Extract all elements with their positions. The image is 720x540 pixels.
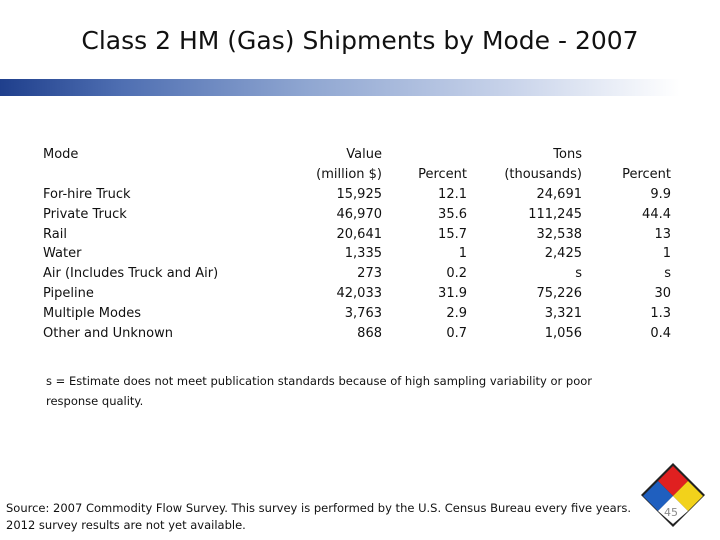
row-tons-percent: 44.4 <box>642 207 671 222</box>
row-value-percent: 12.1 <box>438 187 467 202</box>
row-mode: Multiple Modes <box>43 306 141 321</box>
row-value: 42,033 <box>336 286 382 301</box>
row-tons: s <box>575 266 582 281</box>
row-mode: Private Truck <box>43 207 127 222</box>
row-tons-percent: 1 <box>662 246 671 261</box>
page-number: 45 <box>664 506 678 519</box>
source-line-1: Source: 2007 Commodity Flow Survey. This survey is performed by the U.S. Census Bureau every five years. <box>6 501 632 515</box>
source-line-2: 2012 survey results are not yet available. <box>6 518 246 532</box>
row-value: 15,925 <box>336 187 382 202</box>
row-tons: 111,245 <box>528 207 582 222</box>
row-value-percent: 31.9 <box>438 286 467 301</box>
row-mode: For-hire Truck <box>43 187 131 202</box>
header-percent-tons: Percent <box>622 167 671 182</box>
row-value: 46,970 <box>336 207 382 222</box>
row-tons: 3,321 <box>544 306 582 321</box>
header-value <box>282 145 382 185</box>
row-value-percent: 15.7 <box>438 227 467 242</box>
row-tons-percent: 30 <box>654 286 671 301</box>
row-tons: 1,056 <box>544 326 582 341</box>
row-mode: Rail <box>43 227 67 242</box>
row-tons-percent: 13 <box>654 227 671 242</box>
row-value: 273 <box>357 266 382 281</box>
row-mode: Water <box>43 246 82 261</box>
header-percent-value: Percent <box>418 167 467 182</box>
header-bar <box>0 79 680 96</box>
row-value-percent: 0.7 <box>446 326 467 341</box>
header-tons <box>482 145 582 185</box>
row-tons: 24,691 <box>536 187 582 202</box>
row-value: 868 <box>357 326 382 341</box>
header-mode: Mode <box>43 147 79 162</box>
row-value: 20,641 <box>336 227 382 242</box>
row-mode: Pipeline <box>43 286 94 301</box>
header-value-line1: Value <box>346 147 382 162</box>
row-tons: 32,538 <box>536 227 582 242</box>
page-title: Class 2 HM (Gas) Shipments by Mode - 2007 <box>81 26 639 55</box>
header-tons-line2: (thousands) <box>504 166 582 182</box>
row-tons-percent: 1.3 <box>650 306 671 321</box>
row-value-percent: 35.6 <box>438 207 467 222</box>
row-value: 1,335 <box>344 246 382 261</box>
row-tons-percent: 9.9 <box>650 187 671 202</box>
row-value-percent: 2.9 <box>446 306 467 321</box>
row-mode: Other and Unknown <box>43 326 173 341</box>
source-note <box>6 500 636 534</box>
footnote: s = Estimate does not meet publication standards because of high sampling variability or poor response quality. <box>46 374 593 408</box>
row-value: 3,763 <box>344 306 382 321</box>
row-tons: 75,226 <box>536 286 582 301</box>
row-tons: 2,425 <box>544 246 582 261</box>
row-value-percent: 0.2 <box>446 266 467 281</box>
row-mode: Air (Includes Truck and Air) <box>43 266 219 281</box>
row-tons-percent: s <box>664 266 671 281</box>
header-value-line2: (million $) <box>316 166 382 182</box>
header-tons-line1: Tons <box>553 147 582 162</box>
row-tons-percent: 0.4 <box>650 326 671 341</box>
row-value-percent: 1 <box>458 246 467 261</box>
